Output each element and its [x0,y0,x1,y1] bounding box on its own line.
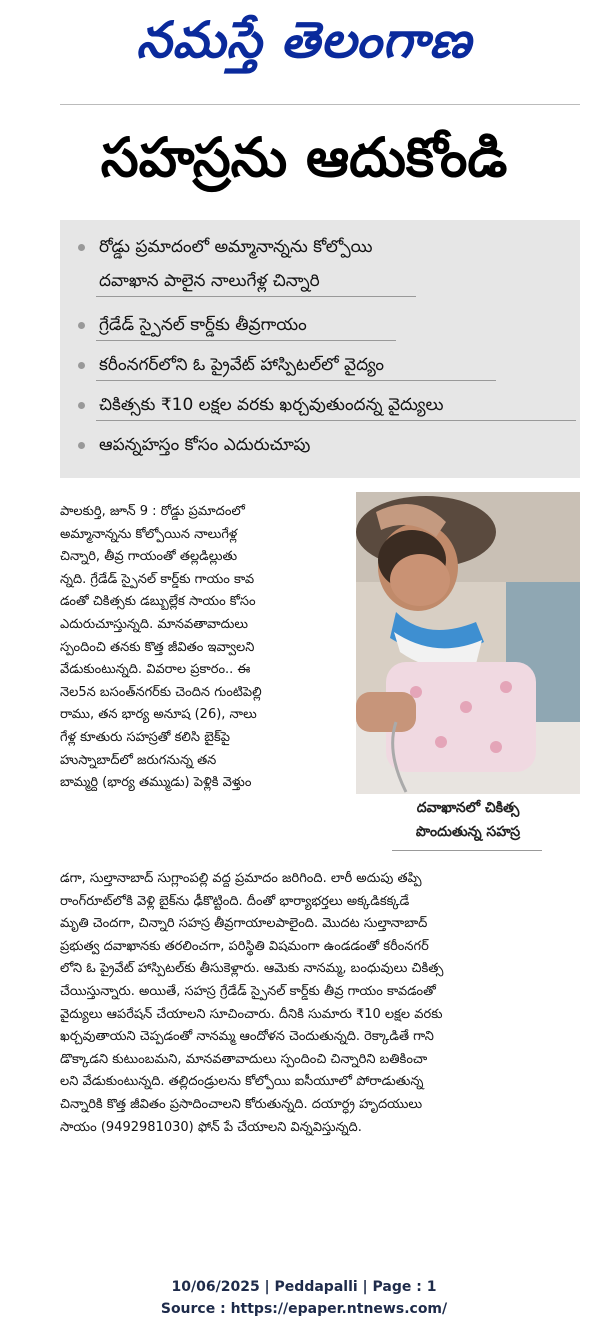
highlight-underline [96,296,416,297]
masthead-divider [60,104,580,105]
article-line: మృతి చెందగా, చిన్నారి సహస్ర తీవ్రగాయాలపాలైంది. మొదట సుల్తానాబాద్ [60,916,428,932]
highlight-underline [96,420,576,421]
footer-date-edition: 10/06/2025 | Peddapalli | Page : 1 [171,1279,437,1295]
article-line: అమ్మానాన్నను కోల్పోయిన నాలుగేళ్ల [60,526,238,542]
article-line: గేళ్ల కూతురు సహస్రతో కలిసి బైక్‌పై [60,729,230,745]
article-line: చేయిస్తున్నారు. అయితే, సహస్ర గ్రేడేడ్ స్పైనల్ కార్డ్‌కు తీవ్ర గాయం కావడంతో [60,983,436,999]
highlight-underline [96,380,496,381]
article-line: హుస్నాబాద్‌లో జరుగనున్న తన [60,752,217,768]
article-line: లోని ఓ ప్రైవేట్ హాస్పిటల్‌కు తీసుకెళ్లారు. ఆమెకు నానమ్మ, బంధువులు చికిత్స [60,961,444,977]
highlight-underline [96,340,396,341]
article-line: ఎదురుచూస్తున్నది. మానవతావాదులు [60,616,249,632]
article-line: రాము, తన భార్య అనూష (26), నాలు [60,707,257,723]
masthead-title: నమస్తే తెలంగాణ [136,11,472,69]
article-line: నెల5న బసంత్‌నగర్‌కు చెందిన గుంటిపెల్లి [60,684,262,700]
footer-source: Source : https://epaper.ntnews.com/ [160,1301,448,1317]
highlight-item: గ్రేడేడ్ స్పైనల్ కార్డ్‌కు తీవ్రగాయం [78,312,578,338]
headline: సహస్రను ఆదుకోండి [100,126,508,189]
article-line: పాలకుర్తి, జూన్ 9 : రోడ్డు ప్రమాదంలో [60,504,245,519]
bullet-icon [78,362,85,369]
article-line: డొక్కాడని కుటుంబమని, మానవతావాదులు స్పందించి చిన్నారిని బతికించా [60,1051,428,1067]
article-line: బామ్మర్ది (భార్య తమ్ముడు) పెళ్లికి వెళ్తుం [60,775,252,791]
article-line: చిన్నారికి కొత్త జీవితం ప్రసాదించాలని కోరుతున్నది. దయార్ధ్ర హృదయులు [60,1096,423,1112]
bullet-icon [78,442,85,449]
child-photo [356,492,580,794]
caption-underline [392,850,542,851]
bullet-icon [78,322,85,329]
article-line: వేడుకుంటున్నది. వివరాల ప్రకారం.. ఈ [60,662,251,678]
article-line: స్పందించి తనకు కొత్త జీవితం ఇవ్వాలని [60,639,255,655]
highlight-item: ఆపన్నహస్తం కోసం ఎదురుచూపు [78,432,578,458]
article-line: న్నది. గ్రేడేడ్ స్పైనల్ కార్డ్‌కు గాయం కావ [60,571,255,587]
bullet-icon [78,244,85,251]
child-photo-illustration [356,492,580,794]
highlight-item-continued: దవాఖాన పాలైన నాలుగేళ్ల చిన్నారి [78,268,599,294]
article-line: సాయం (9492981030) ఫోన్ పే చేయాలని విన్నవిస్తున్నది. [60,1119,362,1135]
highlight-item: చికిత్సకు ₹10 లక్షల వరకు ఖర్చవుతుందన్న వైద్యులు [78,392,578,418]
article-line: డంతో చికిత్సకు డబ్బుల్లేక సాయం కోసం [60,594,256,610]
article-line: రాంగ్‌రూట్‌లోకి వెళ్లి బైక్‌ను ఢీకొట్టింది. దీంతో భార్యాభర్తలు అక్కడికక్కడే [60,893,410,909]
highlights-box [60,220,580,478]
photo-caption: దవాఖానలో చికిత్స పొందుతున్న సహస్ర [415,800,521,840]
highlight-item: రోడ్డు ప్రమాదంలో అమ్మానాన్నను కోల్పోయి [78,234,578,260]
article-line: చిన్నారి, తీవ్ర గాయంతో తల్లడిల్లుతు [60,549,238,565]
article-column [60,501,350,795]
bullet-icon [78,402,85,409]
article-body [60,868,580,1139]
article-line: డగా, సుల్తానాబాద్ సుగ్లాంపల్లి వద్ద ప్రమాదం జరిగింది. లారీ అదుపు తప్పి [60,871,422,886]
article-line: ప్రభుత్వ దవాఖానకు తరలించగా, పరిస్థితి విషమంగా ఉండడంతో కరీంనగర్ [60,938,429,954]
article-line: లని వేడుకుంటున్నది. తల్లిదండ్రులను కోల్పోయి ఐసీయూలో పోరాడుతున్న [60,1074,424,1090]
highlight-item: కరీంనగర్‌లోని ఓ ప్రైవేట్ హాస్పిటల్‌లో వైద్యం [78,352,578,378]
article-line: వైద్యులు ఆపరేషన్ చేయాలని సూచించారు. దీనికి సుమారు ₹10 లక్షల వరకు [60,1006,443,1022]
article-line: ఖర్చవుతాయని చెప్పడంతో నానమ్మ ఆందోళన చెందుతున్నది. రెక్కాడితే గాని [60,1029,434,1045]
page-footer [0,1276,608,1320]
